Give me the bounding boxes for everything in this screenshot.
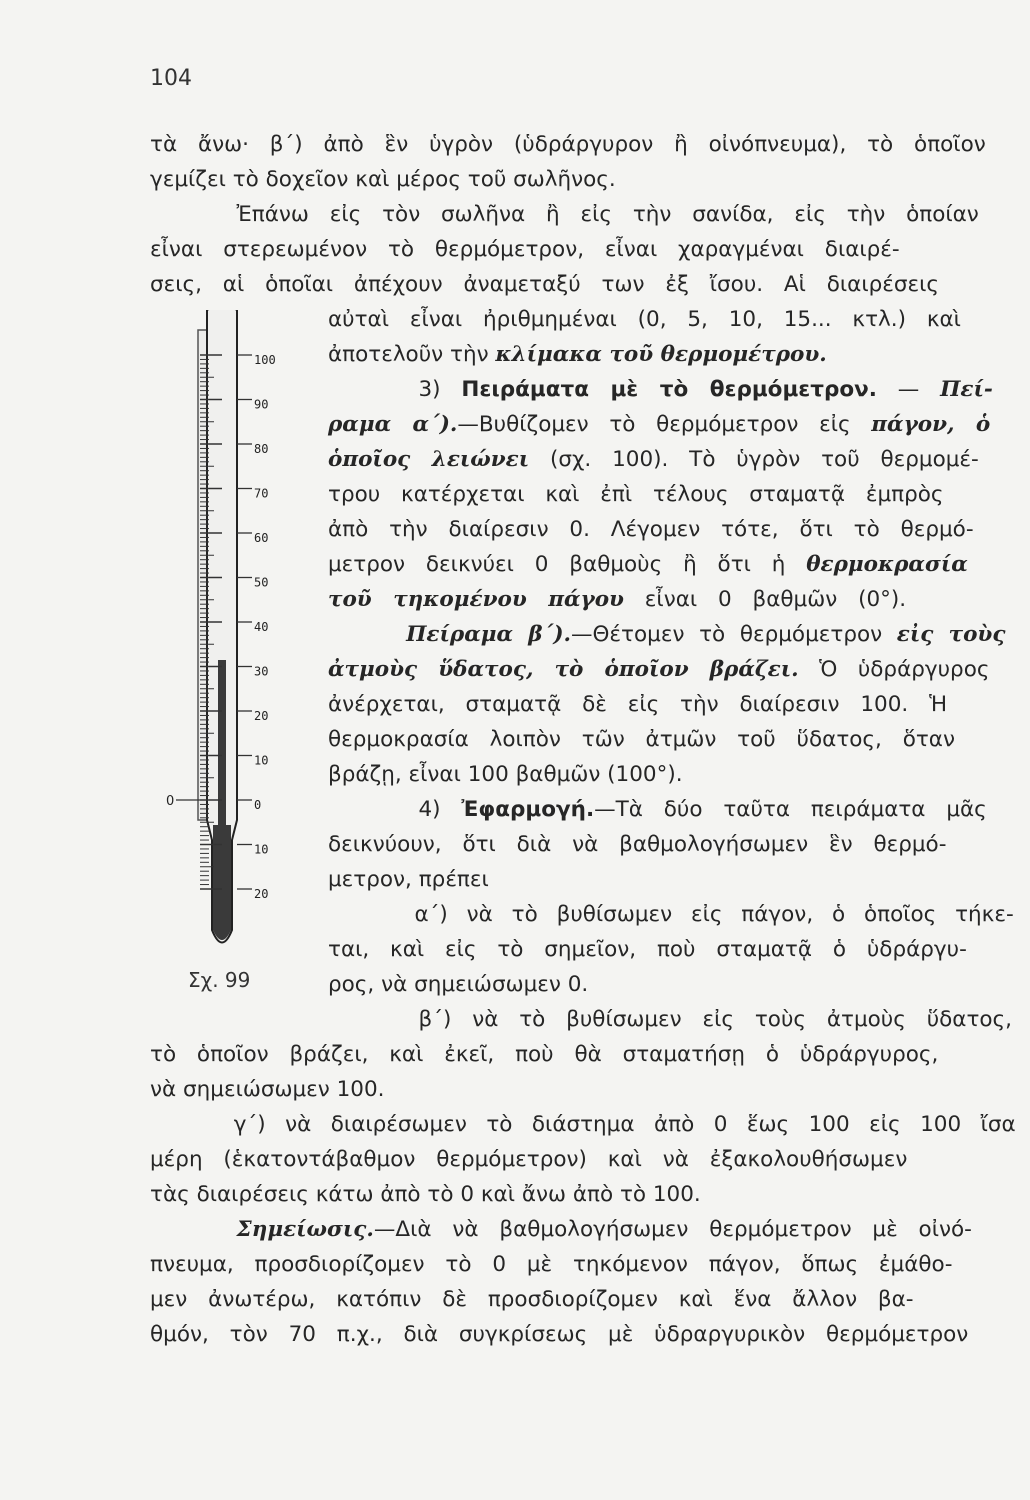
text-run: ὁποῖος λειώνει <box>328 447 530 472</box>
text-line <box>370 1005 1013 1035</box>
text-run: σεις, αἱ ὁποῖαι ἀπέχουν ἀναμεταξύ των ἐξ ἴσου. Αἱ διαιρέσεις <box>150 272 940 297</box>
scale-label: 70 <box>254 486 269 501</box>
scale-label: 10 <box>254 753 269 768</box>
scale-label: 50 <box>254 575 269 590</box>
text-run: ται, καὶ εἰς τὸ σημεῖον, ποὺ σταματᾷ ὁ ὑδράργυ- <box>328 937 967 962</box>
text-line <box>328 410 990 440</box>
text-line <box>188 200 990 230</box>
text-run: δεικνύουν, ὅτι διὰ νὰ βαθμολογήσωμεν ἓν θερμό- <box>328 832 947 857</box>
text-line <box>150 270 990 300</box>
text-run: ρος, νὰ σημειώσωμεν 0. <box>328 972 589 997</box>
text-run: νὰ σημειώσωμεν 100. <box>150 1077 385 1102</box>
text-line <box>328 340 990 370</box>
text-line <box>328 865 760 895</box>
text-run: ἀτμοὺς ὕδατος, τὸ ὁποῖον βράζει. <box>328 657 799 682</box>
text-run: τρου κατέρχεται καὶ ἐπὶ τέλους σταματᾷ ἐμπρὸς <box>328 482 944 507</box>
text-run: —Τὰ δύο ταῦτα πειράματα μᾶς <box>594 797 987 822</box>
text-line <box>150 130 990 160</box>
text-line <box>328 760 990 790</box>
text-line <box>328 585 990 615</box>
figure-caption: Σχ. 99 <box>188 968 251 992</box>
text-line <box>328 515 990 545</box>
text-line <box>150 165 990 195</box>
page-number: 104 <box>150 66 192 91</box>
text-run: Ἐπάνω εἰς τὸν σωλῆνα ἢ εἰς τὴν σανίδα, εἰς τὴν ὁποίαν <box>188 202 979 227</box>
zero-mark-label: 0 <box>166 794 175 809</box>
scale-label: 100 <box>254 353 276 367</box>
text-run: θερμοκρασία λοιπὸν τῶν ἀτμῶν τοῦ ὕδατος, ὅταν <box>328 727 955 752</box>
scale-label: 30 <box>254 664 269 679</box>
text-line <box>328 480 990 510</box>
text-run: τὸ ὁποῖον βράζει, καὶ ἐκεῖ, ποὺ θὰ σταματήσῃ ὁ ὑδράργυρος, <box>150 1042 939 1067</box>
text-run: Ἐφαρμογή. <box>461 797 595 822</box>
text-run: (σχ. 100). Τὸ ὑγρὸν τοῦ θερμομέ- <box>529 447 979 472</box>
text-line <box>150 1320 990 1350</box>
text-line <box>328 725 990 755</box>
scale-label: 20 <box>254 887 269 901</box>
text-run: μέρη (ἑκατοντάβαθμον θερμόμετρον) καὶ νὰ ἐξακολουθήσωμεν <box>150 1147 908 1172</box>
text-line <box>150 1040 990 1070</box>
scale-label: 10 <box>254 842 269 857</box>
text-run: μετρον, πρέπει <box>328 867 489 892</box>
thermometer-figure <box>160 310 300 970</box>
text-line <box>370 375 993 405</box>
text-run: ἀνέρχεται, σταματᾷ δὲ εἰς τὴν διαίρεσιν 100. Ἡ <box>328 692 948 717</box>
scale-label: 80 <box>254 442 269 456</box>
text-run: αὐταὶ εἶναι ἠριθμημέναι (0, 5, 10, 15... κτλ.) καὶ <box>328 307 961 332</box>
text-run: —Διὰ νὰ βαθμολογήσωμεν θερμόμετρον μὲ οἰνό- <box>373 1217 972 1242</box>
text-run: —Θέτομεν τὸ θερμόμετρον <box>571 622 897 647</box>
text-run: θερμοκρασία <box>806 552 968 577</box>
text-run: 4) <box>370 797 462 822</box>
text-run: μεν ἀνωτέρω, κατόπιν δὲ προσδιορίζομεν καὶ ἕνα ἄλλον βα- <box>150 1287 914 1312</box>
text-run: Ὁ ὑδράργυρος <box>798 657 990 682</box>
text-line <box>370 795 990 825</box>
text-line <box>150 1180 850 1210</box>
text-run: ἀποτελοῦν τὴν <box>328 342 496 367</box>
text-line <box>150 1145 990 1175</box>
text-line <box>188 1110 1016 1140</box>
text-run: 3) <box>370 377 462 402</box>
text-line <box>150 1075 500 1105</box>
text-run: τὰ ἄνω· β΄) ἀπὸ ἓν ὑγρὸν (ὑδράργυρον ἢ οἰνόπνευμα), τὸ ὁποῖον <box>150 132 986 157</box>
text-run: εἰς τοὺς <box>896 622 1006 647</box>
text-run: εἶναι 0 βαθμῶν (0°). <box>623 587 907 612</box>
text-run <box>370 622 406 647</box>
scale-label: 60 <box>254 531 269 545</box>
text-run: βράζῃ, εἶναι 100 βαθμῶν (100°). <box>328 762 683 787</box>
text-line <box>150 1285 990 1315</box>
text-line <box>370 900 1014 930</box>
text-line <box>370 620 1006 650</box>
text-line <box>328 830 990 860</box>
text-line <box>150 1250 990 1280</box>
text-run <box>188 1217 237 1242</box>
text-line <box>328 445 990 475</box>
text-run: β΄) νὰ τὸ βυθίσωμεν εἰς τοὺς ἀτμοὺς ὕδατος, <box>370 1007 1013 1032</box>
text-run: — <box>876 377 941 402</box>
text-run: Πεί- <box>940 377 993 402</box>
text-run: Πείραμα β΄). <box>406 622 571 647</box>
text-run: πνευμα, προσδιορίζομεν τὸ 0 μὲ τηκόμενον πάγον, ὅπως ἐμάθο- <box>150 1252 953 1277</box>
text-run: ἀπὸ τὴν διαίρεσιν 0. Λέγομεν τότε, ὅτι τὸ θερμό- <box>328 517 974 542</box>
text-run: τὰς διαιρέσεις κάτω ἀπὸ τὸ 0 καὶ ἄνω ἀπὸ τὸ 100. <box>150 1182 701 1207</box>
text-line <box>328 550 990 580</box>
text-run: θμόν, τὸν 70 π.χ., διὰ συγκρίσεως μὲ ὑδραργυρικὸν θερμόμετρον <box>150 1322 969 1347</box>
text-run: Πειράματα μὲ τὸ θερμόμετρον. <box>461 377 877 402</box>
scale-label: 90 <box>254 397 269 412</box>
text-line <box>328 655 990 685</box>
text-run: τοῦ τηκομένου πάγου <box>328 587 624 612</box>
text-run: —Βυθίζομεν τὸ θερμόμετρον εἰς <box>457 412 872 437</box>
text-line <box>188 1215 990 1245</box>
scale-label: 40 <box>254 620 269 634</box>
text-run: κλίμακα τοῦ θερμομέτρου. <box>495 342 827 367</box>
text-line <box>328 935 990 965</box>
text-run: μετρον δεικνύει 0 βαθμοὺς ἢ ὅτι ἡ <box>328 552 807 577</box>
mercury-bulb <box>213 825 231 940</box>
text-run: εἶναι στερεωμένον τὸ θερμόμετρον, εἶναι χαραγμέναι διαιρέ- <box>150 237 900 262</box>
text-line <box>150 235 990 265</box>
text-run: γ΄) νὰ διαιρέσωμεν τὸ διάστημα ἀπὸ 0 ἕως 100 εἰς 100 ἴσα <box>188 1112 1016 1137</box>
text-run: Σημείωσις. <box>236 1217 374 1242</box>
scale-label: 0 <box>254 798 262 812</box>
text-line <box>328 690 990 720</box>
text-run: α΄) νὰ τὸ βυθίσωμεν εἰς πάγον, ὁ ὁποῖος τήκε- <box>370 902 1014 927</box>
text-line <box>328 970 700 1000</box>
scale-label: 20 <box>254 709 269 723</box>
mercury-column <box>218 660 226 830</box>
text-run: ραμα α΄). <box>328 412 458 437</box>
text-run: πάγον, ὁ <box>871 412 991 437</box>
text-run: γεμίζει τὸ δοχεῖον καὶ μέρος τοῦ σωλῆνος. <box>150 167 616 192</box>
text-line <box>328 305 990 335</box>
